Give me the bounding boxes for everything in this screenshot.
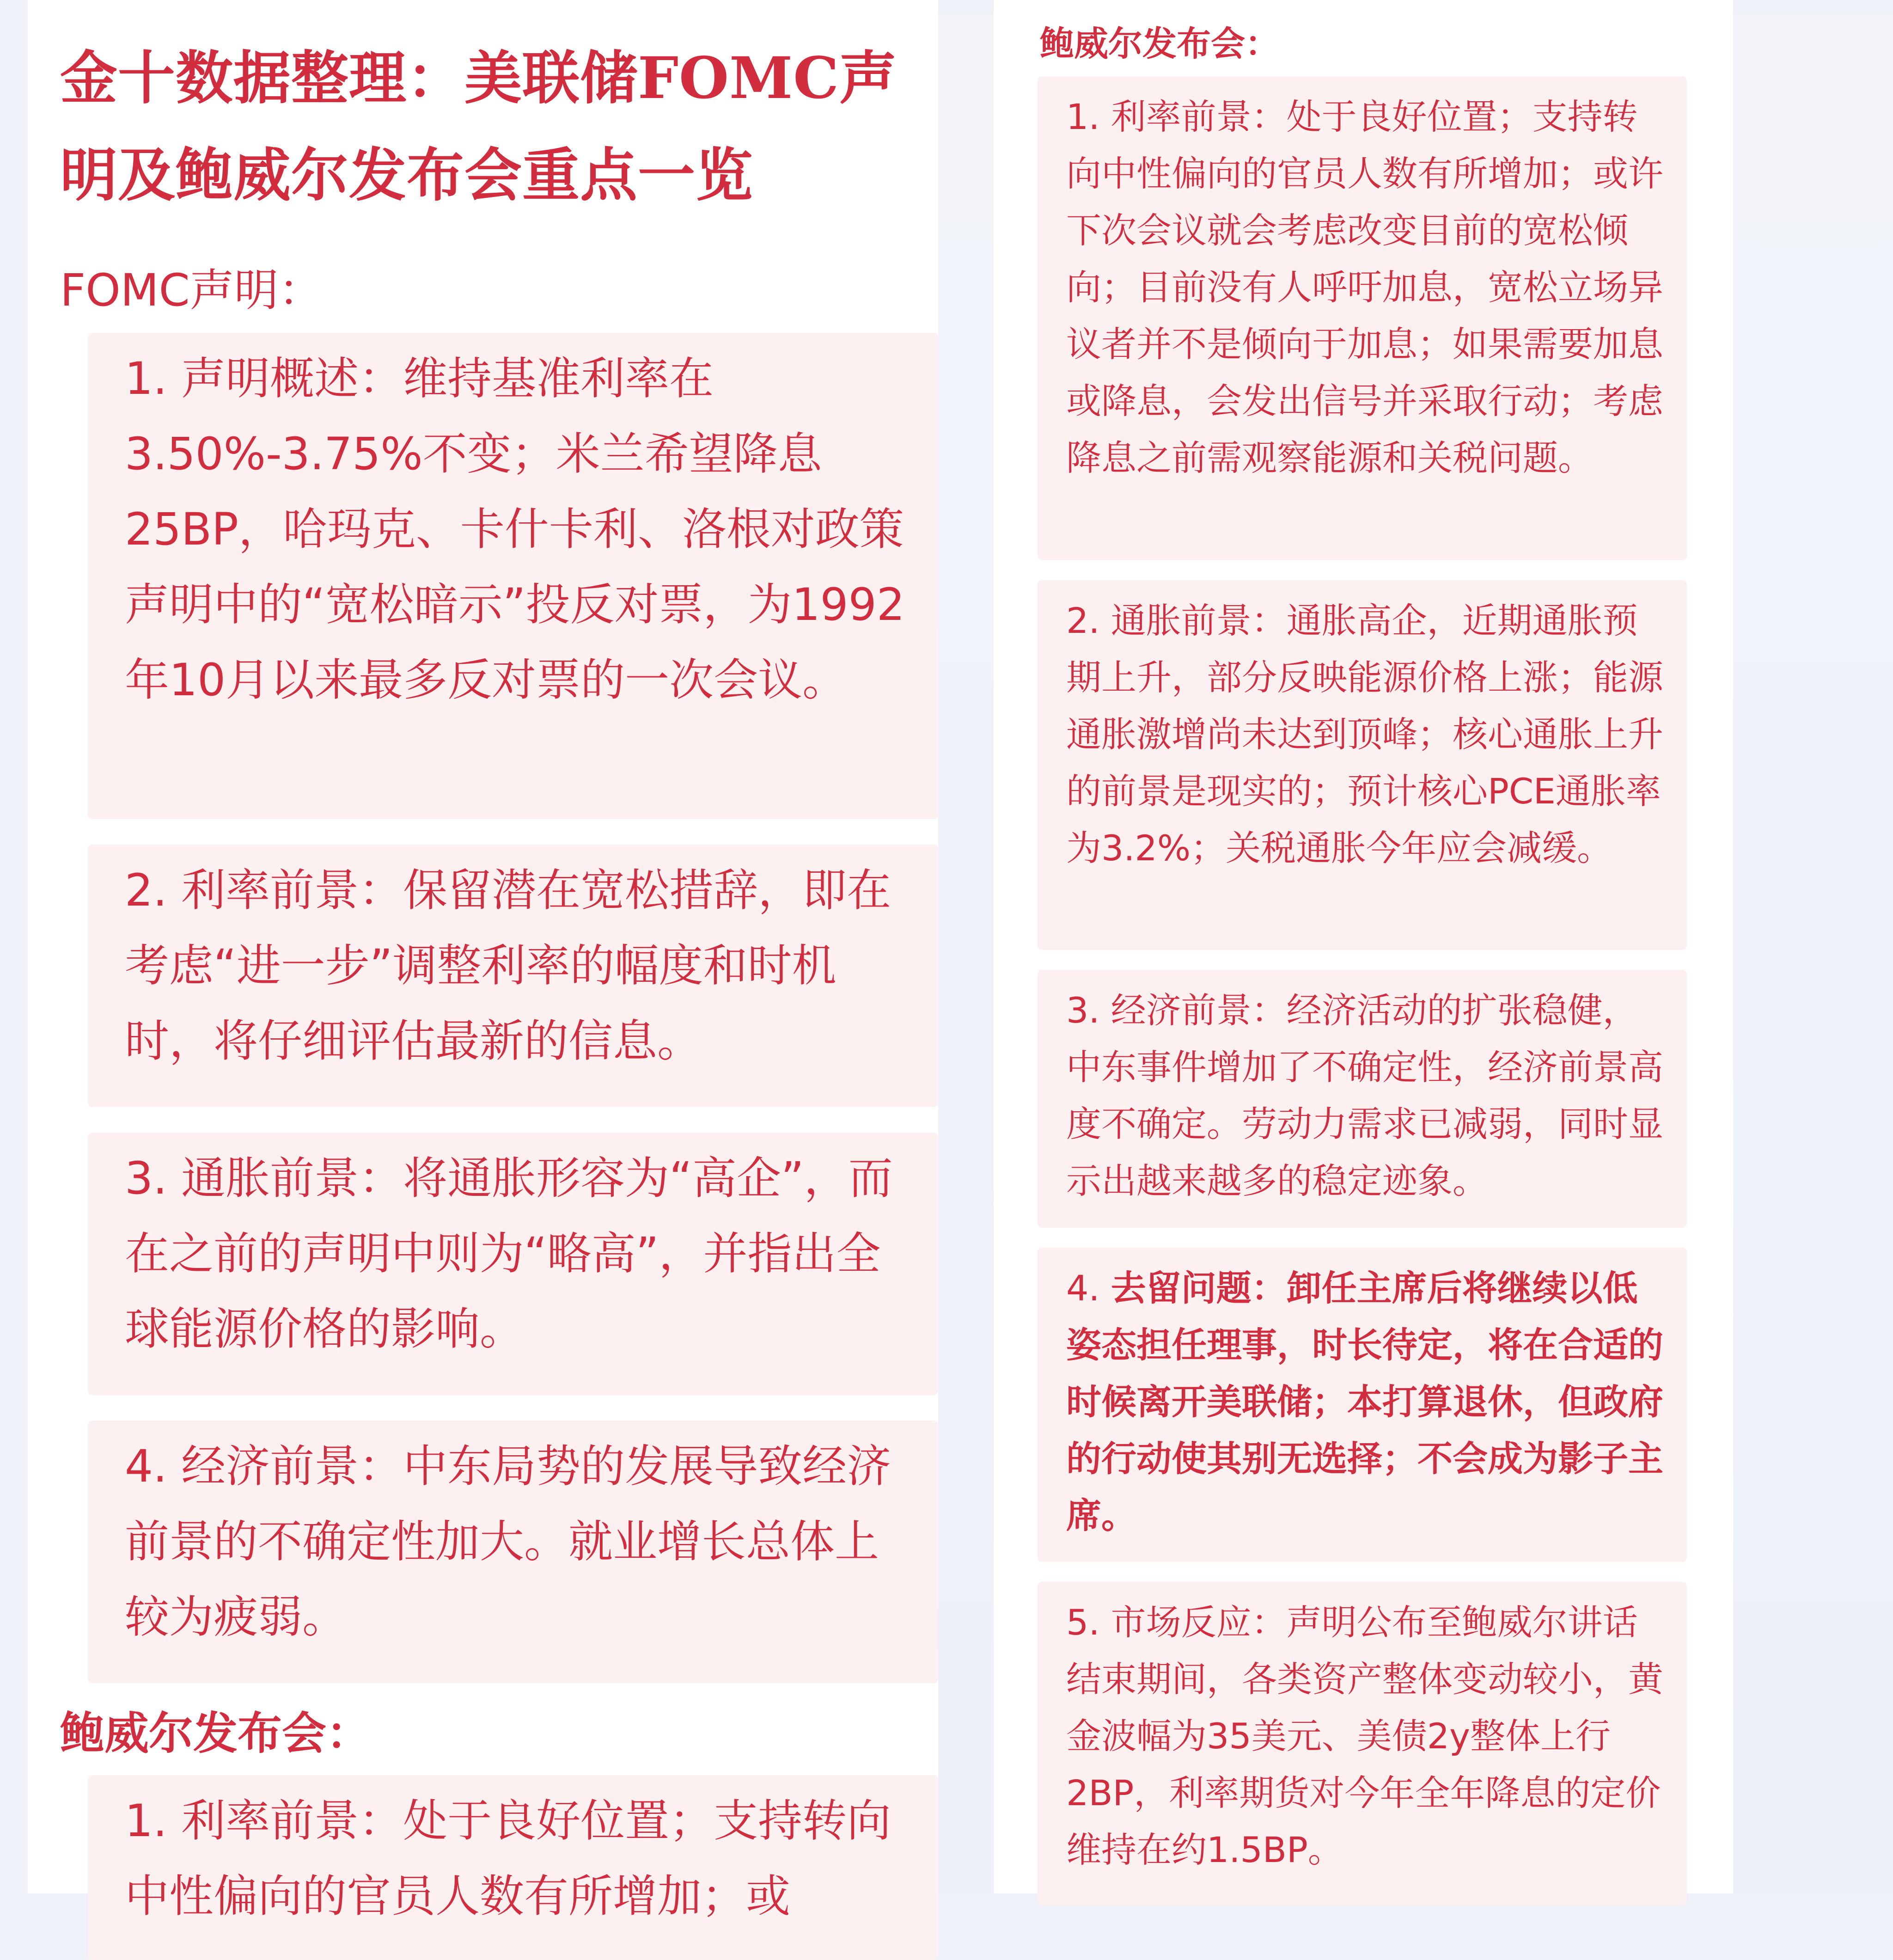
fomc-item-4-card [88,1421,938,1683]
powell-item-2-card [1038,580,1687,950]
powell-item-4-number: 4. [1066,1268,1111,1309]
powell-item-1-card [1038,76,1687,560]
powell-item-3-card [1038,970,1687,1228]
powell-item-2-text: 2. 通胀前景：通胀高企，近期通胀预期上升，部分反映能源价格上涨；能源通胀激增尚未达到顶峰；核心通胀上升的前景是现实的；预计核心PCE通胀率为3.2%；关税通胀今年应会减缓。 [1066,600,1663,869]
powell-item-1-text: 1. 利率前景：处于良好位置；支持转向中性偏向的官员人数有所增加；或许下次会议就会考虑改变目前的宽松倾向；目前没有人呼吁加息，宽松立场异议者并不是倾向于加息；如果需要加息或降息，会发出信号并采取行动；考虑降息之前需观察能源和关税问题。 [1066,96,1663,478]
powell-item-4-card [1038,1248,1687,1562]
powell-item-5-card [1038,1582,1687,1905]
powell-item-1-preview-text: 1. 利率前景：处于良好位置；支持转向中性偏向的官员人数有所增加；或 [125,1795,892,1922]
fomc-item-1-text: 1. 声明概述：维持基准利率在3.50%-3.75%不变；米兰希望降息25BP，哈玛克、卡什卡利、洛根对政策声明中的“宽松暗示”投反对票，为1992年10月以来最多反对票的一次会议。 [125,353,905,706]
fomc-item-2-card [88,845,938,1107]
fomc-item-1-card [88,333,938,819]
page-title: 金十数据整理：美联储FOMC声明及鲍威尔发布会重点一览 [60,45,898,209]
powell-item-4-text: 去留问题：卸任主席后将继续以低姿态担任理事，时长待定，将在合适的时候离开美联储；本打算退休，但政府的行动使其别无选择；不会成为影子主席。 [1066,1268,1663,1536]
powell-section-heading-right: 鲍威尔发布会： [1040,24,1279,64]
background-stripe [938,14,994,1893]
powell-item-3-text: 3. 经济前景：经济活动的扩张稳健，中东事件增加了不确定性，经济前景高度不确定。劳动力需求已减弱，同时显示出越来越多的稳定迹象。 [1066,990,1663,1201]
powell-section-heading: 鲍威尔发布会： [60,1708,371,1759]
fomc-item-3-card [88,1133,938,1395]
fomc-item-3-text: 3. 通胀前景：将通胀形容为“高企”，而在之前的声明中则为“略高”，并指出全球能源价格的影响。 [125,1152,893,1355]
powell-item-1-preview-card [88,1775,938,1960]
powell-item-5-text: 5. 市场反应：声明公布至鲍威尔讲话结束期间，各类资产整体变动较小，黄金波幅为35美元、美债2y整体上行2BP，利率期货对今年全年降息的定价维持在约1.5BP。 [1066,1602,1663,1870]
fomc-item-2-text: 2. 利率前景：保留潜在宽松措辞，即在考虑“进一步”调整利率的幅度和时机时，将仔细评估最新的信息。 [125,864,892,1067]
fomc-item-4-text: 4. 经济前景：中东局势的发展导致经济前景的不确定性加大。就业增长总体上较为疲弱。 [125,1440,892,1643]
background-stripe [1733,14,1893,1893]
powell-item-4-paragraph [1066,1260,1668,1544]
fomc-section-heading: FOMC声明： [60,264,323,316]
